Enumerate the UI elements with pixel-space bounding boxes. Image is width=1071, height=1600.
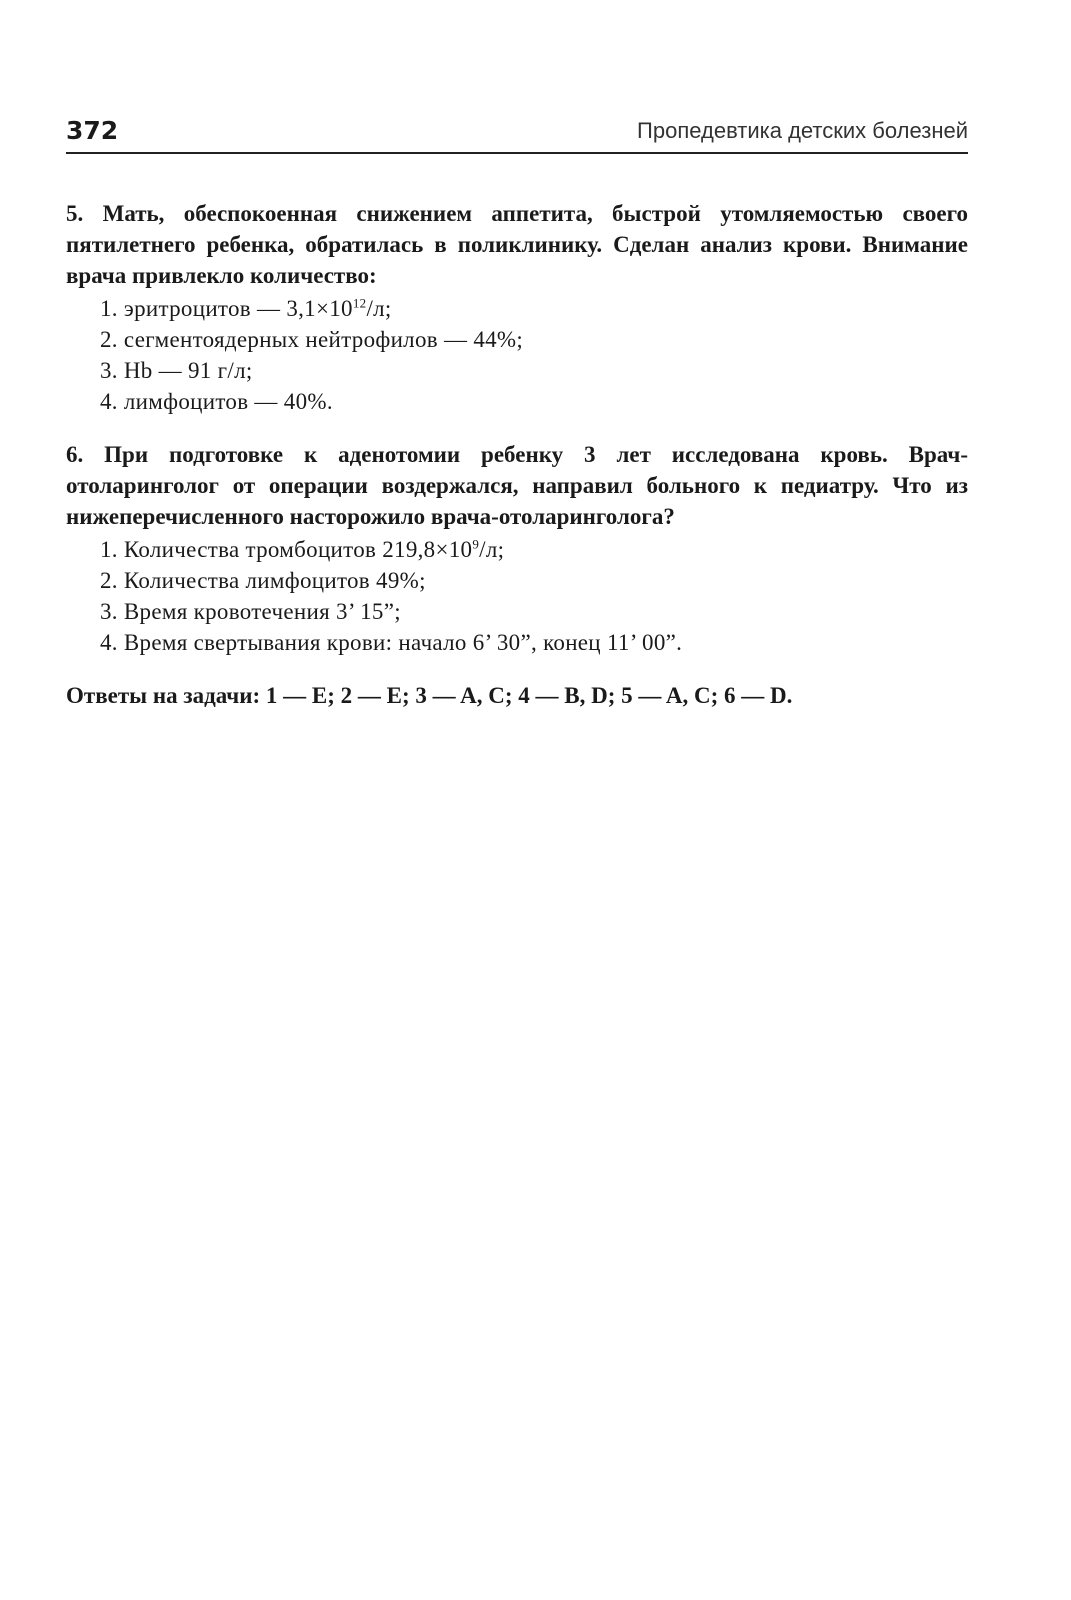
option-item: 4. лимфоцитов — 40%.: [100, 389, 333, 414]
option-item: 3. Hb — 91 г/л;: [100, 358, 253, 383]
question-stem: 6. При подготовке к аденотомии ребенку 3 лет исследована кровь. Врач-отоларинголог от операции воздержался, направил больного к педиатру. Что из нижеперечисленного насторожило врача-отоларинголога?: [66, 442, 968, 529]
question-stem: 5. Мать, обеспокоенная снижением аппетита, быстрой утомляемостью своего пятилетнего ребенка, обратилась в поликлинику. Сделан анализ крови. Внимание врача привлекло количество:: [66, 201, 968, 288]
option-item: 2. Количества лимфоцитов 49%;: [100, 568, 426, 593]
running-title: Пропедевтика детских болезней: [637, 118, 968, 143]
body-text: [66, 198, 968, 734]
superscript-exponent: 9: [472, 536, 480, 552]
question-6: [66, 439, 968, 658]
option-item: 4. Время свертывания крови: начало 6’ 30”, конец 11’ 00”.: [100, 630, 683, 655]
question-5: [66, 198, 968, 417]
option-item: 1. эритроцитов — $3,1\times 10^{12}/л$;: [100, 295, 392, 321]
page-number: 372: [66, 116, 119, 145]
options-list: [66, 534, 968, 658]
option-item: 3. Время кровотечения 3’ 15”;: [100, 599, 401, 624]
option-item: 1. Количества тромбоцитов $219,8\times 10^9/л$;: [100, 536, 505, 562]
running-head: [66, 112, 968, 154]
options-list: [66, 293, 968, 417]
superscript-exponent: 12: [352, 295, 367, 311]
option-item: 2. сегментоядерных нейтрофилов — 44%;: [100, 327, 524, 352]
answer-key: Ответы на задачи: 1 — E; 2 — E; 3 — A, C; 4 — B, D; 5 — A, C; 6 — D.: [66, 683, 793, 708]
